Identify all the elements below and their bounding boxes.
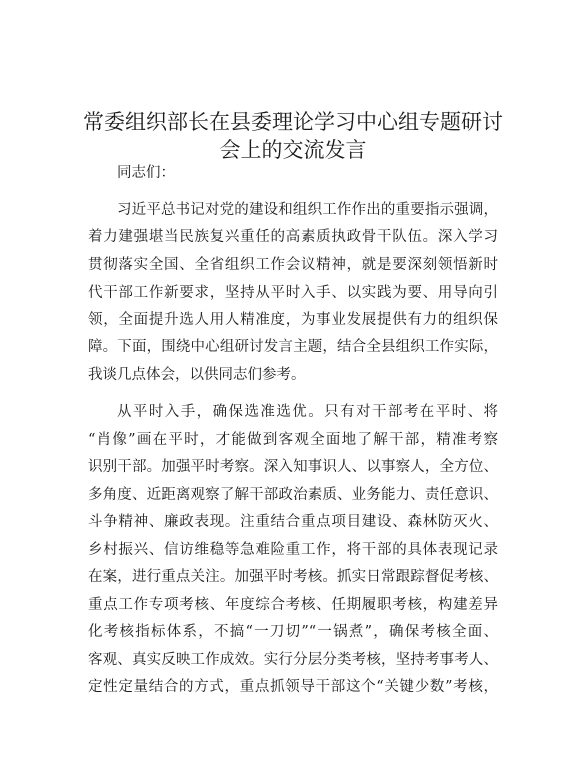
paragraph-1-line: 着力建强堪当民族复兴重任的高素质执政骨干队伍。深入学习 (88, 229, 498, 245)
paragraph-2-line: 客观、真实反映工作成效。实行分层分类考核，坚持考事考人、 (88, 652, 498, 668)
paragraph-2-line: 斗争精神、廉政表现。注重结合重点项目建设、森林防灭火、 (88, 514, 498, 530)
paragraph-1-line: 贯彻落实全国、全省组织工作会议精神，就是要深刻领悟新时 (88, 257, 498, 273)
document-title-line-1: 常委组织部长在县委理论学习中心组专题研讨 (83, 110, 503, 134)
paragraph-2-line: 化考核指标体系，不搞“一刀切”“一锅煮”，确保考核全面、 (88, 624, 498, 640)
paragraph-1-line: 代干部工作新要求，坚持从平时入手、以实践为要、用导向引 (88, 285, 498, 301)
paragraph-2-line: 多角度、近距离观察了解干部政治素质、业务能力、责任意识、 (88, 487, 498, 503)
document-title-line-2: 会上的交流发言 (219, 138, 367, 162)
paragraph-1-line: 障。下面，围绕中心组研讨发言主题，结合全县组织工作实际， (88, 339, 498, 355)
paragraph-2-line: 从平时入手，确保选准选优。只有对干部考在平时、将 (117, 404, 498, 420)
paragraph-1-line: 习近平总书记对党的建设和组织工作作出的重要指示强调， (117, 202, 498, 218)
paragraph-1-line: 我谈几点体会，以供同志们参考。 (88, 367, 306, 383)
paragraph-2-line: “肖像”画在平时，才能做到客观全面地了解干部，精准考察 (88, 432, 498, 448)
paragraph-2-line: 在案，进行重点关注。加强平时考核。抓实日常跟踪督促考核、 (88, 569, 498, 585)
salutation: 同志们： (117, 165, 175, 181)
paragraph-1-line: 领，全面提升选人用人精准度，为事业发展提供有力的组织保 (88, 312, 498, 328)
paragraph-2-line: 定性定量结合的方式，重点抓领导干部这个“关键少数”考核， (88, 679, 498, 695)
paragraph-2-line: 重点工作专项考核、年度综合考核、任期履职考核，构建差异 (88, 597, 498, 613)
paragraph-2-line: 识别干部。加强平时考察。深入知事识人、以事察人，全方位、 (88, 459, 498, 475)
paragraph-2-line: 乡村振兴、信访维稳等急难险重工作，将干部的具体表现记录 (88, 542, 498, 558)
